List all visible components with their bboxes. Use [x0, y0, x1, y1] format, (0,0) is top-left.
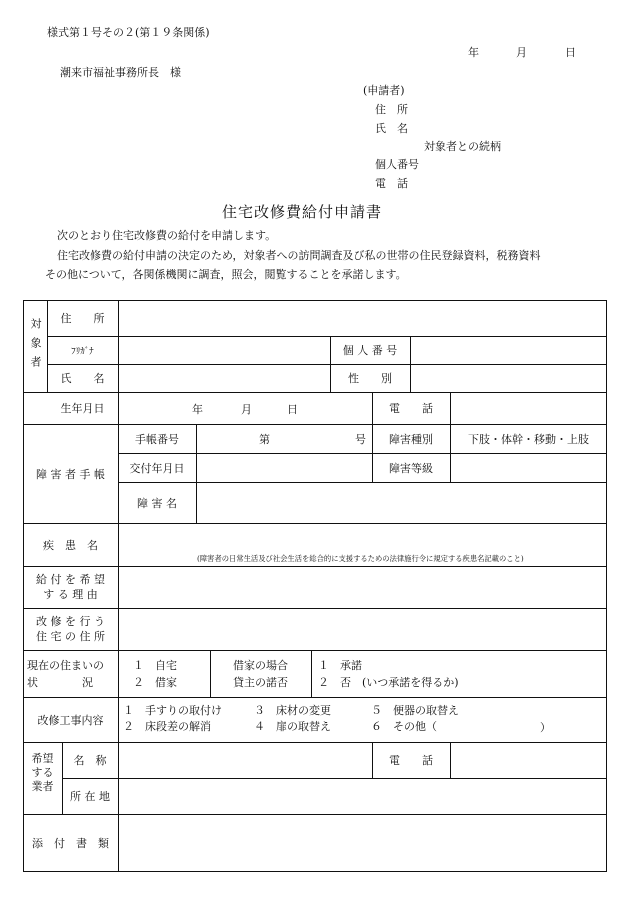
body-line-3: その他について，各関係機関に調査，照会，閲覧することを承諾します。: [45, 268, 407, 281]
living-status-label-1: 現在の住まいの: [27, 659, 104, 672]
contractor-name-field[interactable]: [118, 742, 372, 778]
rent-case-label-2: 貸主の諾否: [233, 676, 288, 689]
living-status-label: [27, 657, 104, 691]
applicant-phone-label: 電 話: [375, 177, 408, 190]
dob-month: 月: [241, 403, 252, 416]
reason-label-2: す る 理 由: [43, 588, 98, 601]
work-option-2[interactable]: ２ 床段差の解消: [123, 720, 211, 733]
furigana-label: ﾌﾘｶﾞﾅ: [71, 346, 94, 357]
contractor-label-2: する: [31, 766, 54, 779]
attachments-label: 添 付 書 類: [32, 837, 109, 850]
date-day-label: 日: [565, 46, 576, 59]
reason-label-1: 給 付 を 希 望: [36, 573, 105, 586]
address-label: 住 所: [60, 312, 105, 325]
dob-year: 年: [192, 403, 203, 416]
my-number-field[interactable]: [410, 336, 607, 364]
rent-case-label: [210, 657, 311, 691]
applicant-relation-label: 対象者との続柄: [424, 140, 501, 153]
work-content-label: 改修工事内容: [37, 713, 104, 727]
address-field[interactable]: [118, 300, 607, 336]
sex-field[interactable]: [410, 364, 607, 392]
disability-type-value: 下肢・体幹・移動・上肢: [468, 432, 589, 446]
contractor-address-label: 所 在 地: [70, 790, 110, 803]
disability-type-label: 障害種別: [389, 432, 433, 446]
contractor-phone-label: 電 話: [389, 754, 433, 767]
work-option-6-close: ）: [540, 721, 551, 734]
applicant-heading: (申請者): [363, 84, 405, 97]
phone-field[interactable]: [450, 392, 607, 424]
option-rented-house[interactable]: ２ 借家: [133, 676, 177, 689]
issue-date-label: 交付年月日: [129, 461, 185, 475]
house-address-label: [23, 614, 118, 644]
dob-label: 生年月日: [60, 402, 105, 415]
option-own-house[interactable]: １ 自宅: [133, 659, 177, 672]
applicant-name-label: 氏 名: [375, 122, 408, 135]
name-label: 氏 名: [60, 372, 105, 385]
disease-label: 疾 患 名: [43, 538, 98, 552]
work-option-1[interactable]: １ 手すりの取付け: [123, 704, 222, 717]
rent-case-label-1: 借家の場合: [233, 659, 288, 672]
addressee: 潮来市福祉事務所長 様: [60, 66, 181, 79]
housing-options: [133, 657, 177, 691]
handbook-number-label: 手帳番号: [135, 432, 179, 446]
applicant-address-label: 住 所: [375, 103, 408, 116]
form-number: 様式第１号その２(第１９条関係): [47, 26, 210, 39]
disability-name-field[interactable]: [196, 482, 607, 523]
work-option-6[interactable]: ６ その他（: [371, 720, 437, 733]
date-month-label: 月: [516, 46, 527, 59]
page-title: 住宅改修費給付申請書: [222, 203, 383, 221]
work-option-3[interactable]: ３ 床材の変更: [254, 704, 331, 717]
reason-label: [23, 572, 118, 602]
consent-options: [318, 657, 459, 691]
work-option-5[interactable]: ５ 便器の取替え: [371, 704, 459, 717]
contractor-phone-field[interactable]: [450, 742, 607, 778]
contractor-label-3: 業者: [31, 780, 54, 793]
work-col-1: [123, 703, 222, 735]
work-option-4[interactable]: ４ 扉の取替え: [254, 720, 331, 733]
handbook-dai: 第: [259, 433, 270, 446]
work-col-3: [371, 703, 459, 735]
handbook-go: 号: [355, 433, 366, 446]
house-address-label-2: 住 宅 の 住 所: [36, 630, 105, 643]
body-line-2: 住宅改修費の給付申請の決定のため，対象者への訪問調査及び私の世帯の住民登録資料，税務資料: [57, 249, 541, 262]
disability-name-label: 障 害 名: [137, 496, 177, 510]
subject-label: 対象者: [29, 317, 42, 375]
contractor-name-label: 名 称: [73, 754, 107, 767]
body-line-1: 次のとおり住宅改修費の給付を申請します。: [57, 229, 277, 242]
disability-grade-label: 障害等級: [389, 461, 433, 475]
contractor-address-field[interactable]: [118, 778, 607, 814]
applicant-mynumber-label: 個人番号: [375, 158, 419, 171]
living-status-label-2: 状 況: [27, 676, 93, 689]
house-address-label-1: 改 修 を 行 う: [36, 615, 105, 628]
issue-date-field[interactable]: [196, 453, 372, 482]
sex-label: 性 別: [348, 372, 392, 385]
attachments-field[interactable]: [118, 814, 607, 872]
option-consent-no[interactable]: ２ 否 (いつ承諾を得るか): [318, 676, 459, 689]
my-number-label: 個 人 番 号: [342, 344, 398, 357]
work-col-2: [254, 703, 331, 735]
disease-note: (障害者の日常生活及び社会生活を総合的に支援するための法律施行令に規定する疾患名記載のこと): [197, 554, 524, 563]
contractor-label: [23, 752, 62, 794]
furigana-field[interactable]: [118, 336, 330, 364]
dob-day: 日: [287, 403, 298, 416]
date-year-label: 年: [468, 46, 479, 59]
disability-grade-field[interactable]: [450, 453, 607, 482]
contractor-label-1: 希望: [31, 752, 54, 765]
phone-label: 電 話: [389, 402, 433, 415]
name-field[interactable]: [118, 364, 330, 392]
option-consent-yes[interactable]: １ 承諾: [318, 659, 362, 672]
handbook-label: 障 害 者 手 帳: [36, 467, 105, 481]
